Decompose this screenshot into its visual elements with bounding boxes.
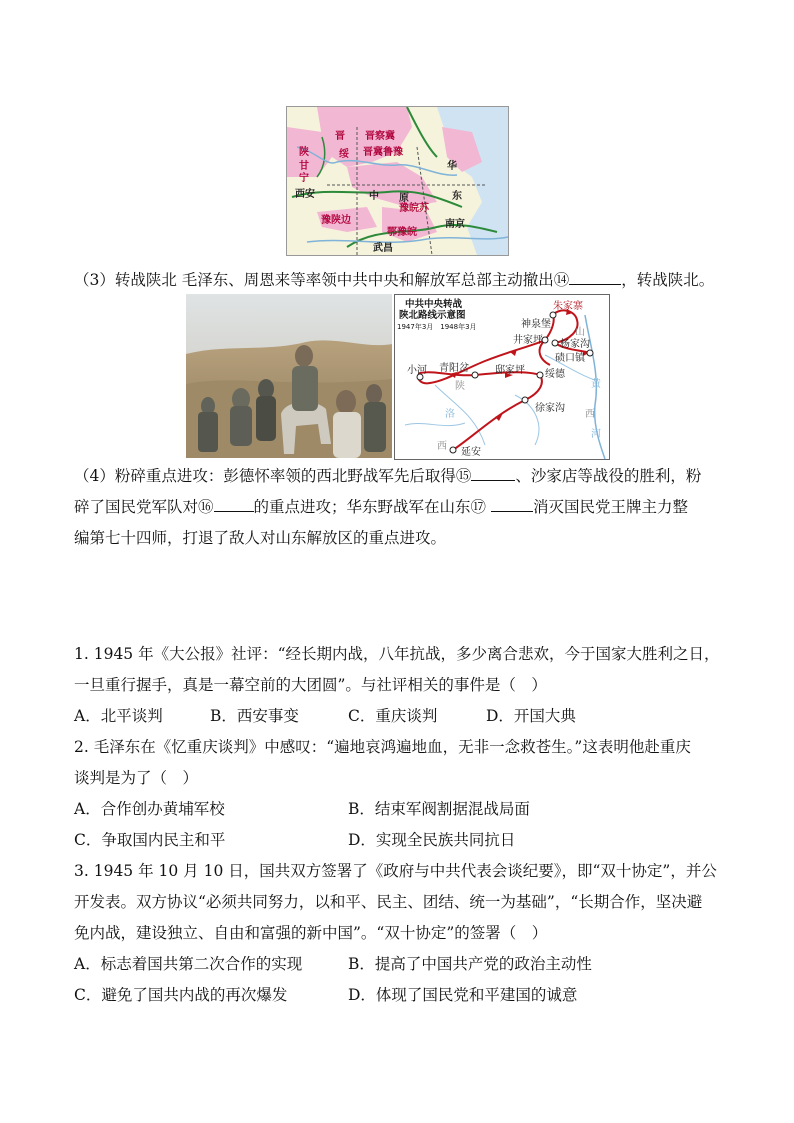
place-yanan: 延安 <box>461 447 481 458</box>
q3-option-a[interactable]: A．标志着国共第二次合作的实现 <box>74 955 303 973</box>
place-shenquanbao: 神泉堡 <box>521 319 551 330</box>
place-shan2: 山 <box>575 327 585 338</box>
route-map-northern-shaanxi <box>394 294 610 460</box>
place-qingyangcha: 青阳岔 <box>439 363 469 374</box>
map-label-ewanbian: 鄂豫皖 <box>387 227 417 238</box>
map-label-yuan: 原 <box>399 193 409 204</box>
section4-line2-before: 碎了国民党军队对⑯ <box>74 498 214 516</box>
place-zhujiazhai: 朱家寨 <box>553 301 583 312</box>
place-he: 河 <box>591 429 601 440</box>
map-label-ning: 宁 <box>299 173 309 184</box>
q2-option-a[interactable]: A．合作创办黄埔军校 <box>74 800 225 818</box>
place-suide: 绥德 <box>545 369 565 380</box>
q3-option-c[interactable]: C．避免了国共内战的再次爆发 <box>74 986 288 1004</box>
section3-text-before: （3）转战陕北 毛泽东、周恩来等率领中共中央和解放军总部主动撤出⑭ <box>74 271 570 289</box>
q2-line2: 谈判是为了（ ） <box>74 769 199 787</box>
q2-option-d[interactable]: D．实现全民族共同抗日 <box>348 831 516 849</box>
place-jingjiaping: 井家坪 <box>513 335 543 346</box>
liberated-areas-map <box>286 106 509 256</box>
photo-march-northern-shaanxi <box>186 294 392 458</box>
route-map-date-range: 1947年3月 1948年3月 <box>397 323 477 331</box>
q1-option-b[interactable]: B．西安事变 <box>210 707 299 725</box>
section3-line <box>74 270 714 290</box>
section4-line1-before: （4）粉碎重点进攻：彭德怀率领的西北野战军先后取得⑮ <box>74 467 472 485</box>
section3-text-after: ，转战陕北。 <box>621 271 715 289</box>
map-label-jinjiluyu: 晋冀鲁豫 <box>363 147 403 158</box>
route-map-title-line2: 陕北路线示意图 <box>399 310 466 321</box>
q1-option-d[interactable]: D．开国大典 <box>486 707 576 725</box>
q3-line2: 开发表。双方协议“必须共同努力，以和平、民主、团结、统一为基础”，“长期合作，坚决避 <box>74 893 703 911</box>
section4-line2-after: 消灭国民党王牌主力整 <box>532 498 688 516</box>
section4-line1 <box>74 466 701 486</box>
place-xiaohe: 小河 <box>407 365 427 376</box>
place-yangjiagou: 杨家沟 <box>560 339 590 350</box>
q3-line1: 3. 1945 年 10 月 10 日，国共双方签署了《政府与中共代表会谈纪要》，即“双十协定”，并公 <box>74 862 717 880</box>
section4-line1-after: 、沙家店等战役的胜利，粉 <box>515 467 702 485</box>
blank-17[interactable] <box>491 497 533 512</box>
map-label-wuchang: 武昌 <box>373 243 393 254</box>
map-label-xian: 西安 <box>295 189 315 200</box>
map-label-sui: 绥 <box>339 149 349 160</box>
map-label-dong: 东 <box>452 191 462 202</box>
map-label-gan: 甘 <box>299 161 309 172</box>
section4-line2 <box>74 497 688 517</box>
place-shan: 陕 <box>455 381 465 392</box>
map-label-jin: 晋 <box>335 131 345 142</box>
place-luo: 洛 <box>445 409 455 420</box>
q1-option-c[interactable]: C．重庆谈判 <box>348 707 438 725</box>
march-photo-drawing <box>186 294 392 458</box>
place-qikouzhen: 碛口镇 <box>555 353 585 364</box>
blank-15[interactable] <box>471 466 515 481</box>
q1-line1: 1. 1945 年《大公报》社评：“经长期内战，八年抗战，多少离合悲欢，今于国家大胜利之日， <box>74 645 720 663</box>
map-label-yushanbian: 豫陕边 <box>321 215 351 226</box>
section4-line2-mid: 的重点进攻；华东野战军在山东⑰ <box>253 498 491 516</box>
section4-line3: 编第七十四师，打退了敌人对山东解放区的重点进攻。 <box>74 529 447 547</box>
map-label-yuwansu: 豫皖苏 <box>399 203 429 214</box>
q3-line3: 免内战，建设独立、自由和富强的新中国”。“双十协定”的签署（ ） <box>74 924 548 942</box>
place-xujiagou: 徐家沟 <box>535 403 565 414</box>
q3-option-d[interactable]: D．体现了国民党和平建国的诚意 <box>348 986 578 1004</box>
blank-16[interactable] <box>214 497 254 512</box>
q3-option-b[interactable]: B．提高了中国共产党的政治主动性 <box>348 955 592 973</box>
map-label-jinchaji: 晋察冀 <box>365 131 395 142</box>
map-label-shan: 陕 <box>299 147 309 158</box>
map-label-nanjing: 南京 <box>445 219 465 230</box>
q1-line2: 一旦重行握手，真是一幕空前的大团圆”。与社评相关的事件是（ ） <box>74 676 547 694</box>
route-map-title-line1: 中共中央转战 <box>405 299 463 310</box>
place-wangjiaping: 邸家坪 <box>495 365 525 376</box>
blank-14[interactable] <box>569 270 621 285</box>
q2-option-b[interactable]: B．结束军阀割据混战局面 <box>348 800 530 818</box>
q1-option-a[interactable]: A．北平谈判 <box>74 707 163 725</box>
place-huang: 黄 <box>591 379 601 390</box>
place-xi: 西 <box>585 409 595 420</box>
place-xi2: 西 <box>437 441 447 452</box>
q2-option-c[interactable]: C．争取国内民主和平 <box>74 831 226 849</box>
map-label-zhong: 中 <box>369 191 379 202</box>
map-label-hua: 华 <box>447 161 457 172</box>
q2-line1: 2. 毛泽东在《忆重庆谈判》中感叹：“遍地哀鸿遍地血，无非一念救苍生。”这表明他赴重庆 <box>74 738 691 756</box>
